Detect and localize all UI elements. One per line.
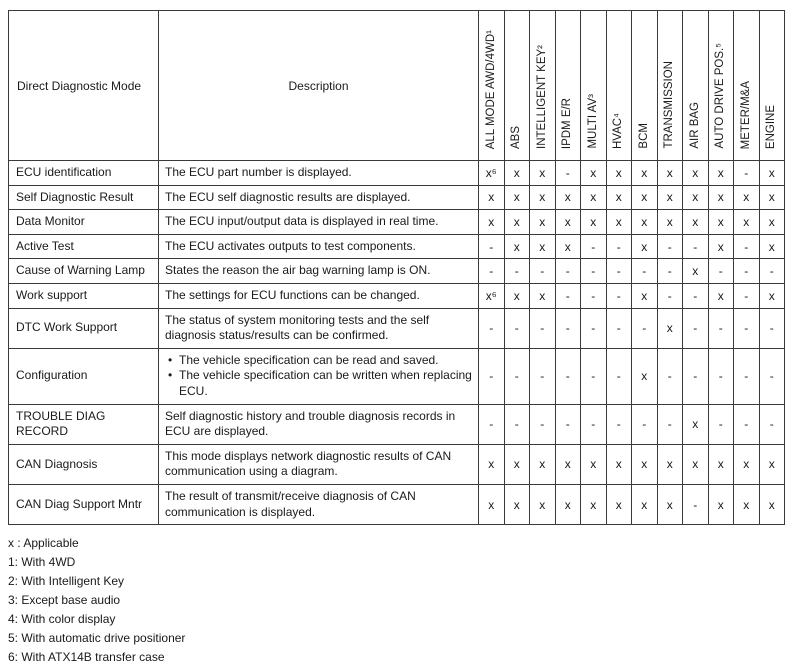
mode-cell: ECU identification xyxy=(9,161,159,186)
applicability-mark-cell: x xyxy=(530,234,556,259)
applicability-mark-cell: x xyxy=(683,161,709,186)
system-column-header xyxy=(683,11,709,161)
description-bullet: • The vehicle specification can be read and saved. xyxy=(165,353,472,369)
applicability-mark-cell: x xyxy=(657,161,683,186)
applicability-mark-cell: - xyxy=(606,348,632,404)
system-column-label: AIR BAG xyxy=(688,102,701,149)
description-cell: The ECU activates outputs to test components. xyxy=(159,234,479,259)
table-row xyxy=(9,484,785,524)
applicability-mark-cell: x xyxy=(708,444,734,484)
applicability-mark-cell: - xyxy=(479,348,505,404)
system-column-header xyxy=(606,11,632,161)
applicability-mark-cell: x xyxy=(683,444,709,484)
system-column-label: AUTO DRIVE POS.⁵ xyxy=(714,43,726,149)
system-column-header xyxy=(657,11,683,161)
applicability-mark-cell: x xyxy=(632,210,658,235)
diagnostic-mode-table xyxy=(8,10,785,525)
applicability-mark-cell: - xyxy=(581,259,607,284)
applicability-mark-cell: - xyxy=(734,308,760,348)
description-cell: The ECU self diagnostic results are displayed. xyxy=(159,185,479,210)
applicability-mark-cell: - xyxy=(530,404,556,444)
applicability-mark-cell: - xyxy=(555,308,581,348)
mode-cell: Active Test xyxy=(9,234,159,259)
table-row xyxy=(9,348,785,404)
applicability-mark-cell: - xyxy=(683,308,709,348)
header-row xyxy=(9,11,785,161)
applicability-mark-cell: x xyxy=(708,484,734,524)
applicability-mark-cell: - xyxy=(683,283,709,308)
table-row xyxy=(9,259,785,284)
applicability-mark-cell: x xyxy=(683,185,709,210)
description-cell: This mode displays network diagnostic results of CAN communication using a diagram. xyxy=(159,444,479,484)
description-cell: Self diagnostic history and trouble diagnosis records in ECU are displayed. xyxy=(159,404,479,444)
footnote: x : Applicable xyxy=(8,536,79,551)
applicability-mark-cell: x xyxy=(479,444,505,484)
system-column-header xyxy=(708,11,734,161)
applicability-mark-cell: - xyxy=(530,348,556,404)
applicability-mark-cell: - xyxy=(504,308,530,348)
mode-cell: Work support xyxy=(9,283,159,308)
applicability-mark-cell: - xyxy=(479,259,505,284)
applicability-mark-cell: x xyxy=(708,210,734,235)
applicability-mark-cell: - xyxy=(708,308,734,348)
mode-cell: TROUBLE DIAG RECORD xyxy=(9,404,159,444)
applicability-mark-cell: x xyxy=(759,283,785,308)
applicability-mark-cell: x xyxy=(759,161,785,186)
applicability-mark-cell: - xyxy=(606,308,632,348)
applicability-mark-cell: - xyxy=(734,348,760,404)
applicability-mark-cell: x xyxy=(606,185,632,210)
applicability-mark-cell: - xyxy=(479,234,505,259)
mode-cell: CAN Diag Support Mntr xyxy=(9,484,159,524)
applicability-mark-cell: x xyxy=(581,210,607,235)
applicability-mark-cell: x xyxy=(734,210,760,235)
applicability-mark-cell: - xyxy=(759,259,785,284)
table-row xyxy=(9,404,785,444)
table-row xyxy=(9,308,785,348)
system-column-label: IPDM E/R xyxy=(561,97,573,149)
applicability-mark-cell: - xyxy=(708,348,734,404)
applicability-mark-cell: - xyxy=(734,283,760,308)
system-column-label: MULTI AV³ xyxy=(586,94,599,149)
applicability-mark-cell: x xyxy=(530,484,556,524)
applicability-mark-cell: x xyxy=(657,308,683,348)
applicability-mark-cell: - xyxy=(606,259,632,284)
applicability-mark-cell: - xyxy=(530,308,556,348)
applicability-mark-cell: - xyxy=(759,404,785,444)
applicability-mark-cell: x xyxy=(683,404,709,444)
applicability-mark-cell: x xyxy=(606,484,632,524)
applicability-mark-cell: - xyxy=(504,259,530,284)
applicability-mark-cell: x xyxy=(632,484,658,524)
table-row xyxy=(9,283,785,308)
applicability-mark-cell: x xyxy=(683,259,709,284)
applicability-mark-cell: x xyxy=(734,484,760,524)
applicability-mark-cell: x xyxy=(530,161,556,186)
applicability-mark-cell: x xyxy=(759,210,785,235)
applicability-mark-cell: - xyxy=(708,404,734,444)
applicability-mark-cell: x xyxy=(504,444,530,484)
applicability-mark-cell: x xyxy=(606,161,632,186)
applicability-mark-cell: x xyxy=(759,234,785,259)
applicability-mark-cell: x xyxy=(708,161,734,186)
system-column-label: TRANSMISSION xyxy=(663,61,675,149)
applicability-mark-cell: - xyxy=(683,234,709,259)
applicability-mark-cell: x xyxy=(504,234,530,259)
applicability-mark-cell: x xyxy=(708,234,734,259)
system-column-label: METER/M&A xyxy=(739,80,752,149)
applicability-mark-cell: x xyxy=(581,484,607,524)
applicability-mark-cell: x⁶ xyxy=(479,283,505,308)
description-cell: States the reason the air bag warning lamp is ON. xyxy=(159,259,479,284)
system-column-header xyxy=(581,11,607,161)
table-row xyxy=(9,444,785,484)
applicability-mark-cell: x xyxy=(657,185,683,210)
mode-cell: DTC Work Support xyxy=(9,308,159,348)
applicability-mark-cell: - xyxy=(657,348,683,404)
applicability-mark-cell: - xyxy=(683,348,709,404)
applicability-mark-cell: x xyxy=(479,210,505,235)
applicability-mark-cell: - xyxy=(734,259,760,284)
applicability-mark-cell: x xyxy=(504,161,530,186)
applicability-mark-cell: x xyxy=(555,185,581,210)
system-column-label: ABS xyxy=(510,125,522,149)
applicability-mark-cell: x xyxy=(657,210,683,235)
applicability-mark-cell: x xyxy=(530,283,556,308)
applicability-mark-cell: x xyxy=(632,283,658,308)
table-row xyxy=(9,234,785,259)
applicability-mark-cell: x xyxy=(504,210,530,235)
system-column-label: ALL MODE AWD/4WD¹ xyxy=(484,29,497,149)
applicability-mark-cell: x xyxy=(581,185,607,210)
applicability-mark-cell: - xyxy=(530,259,556,284)
applicability-mark-cell: x xyxy=(759,185,785,210)
system-column-header xyxy=(734,11,760,161)
description-cell: The status of system monitoring tests and the self diagnosis status/results can be confirmed. xyxy=(159,308,479,348)
applicability-mark-cell: - xyxy=(555,259,581,284)
description-cell: The ECU part number is displayed. xyxy=(159,161,479,186)
system-column-header xyxy=(530,11,556,161)
applicability-mark-cell: - xyxy=(657,234,683,259)
applicability-mark-cell: x xyxy=(555,444,581,484)
applicability-mark-cell: x xyxy=(708,185,734,210)
applicability-mark-cell: x xyxy=(734,185,760,210)
applicability-mark-cell: x xyxy=(555,484,581,524)
system-column-header xyxy=(504,11,530,161)
applicability-mark-cell: - xyxy=(657,404,683,444)
mode-cell: Data Monitor xyxy=(9,210,159,235)
system-column-label: HVAC⁴ xyxy=(612,112,624,149)
applicability-mark-cell: - xyxy=(657,283,683,308)
applicability-mark-cell: x xyxy=(708,283,734,308)
applicability-mark-cell: x xyxy=(479,484,505,524)
applicability-mark-cell: - xyxy=(555,404,581,444)
applicability-mark-cell: x xyxy=(632,348,658,404)
description-cell: The ECU input/output data is displayed in real time. xyxy=(159,210,479,235)
footnote: 2: With Intelligent Key xyxy=(8,574,125,589)
applicability-mark-cell: - xyxy=(606,404,632,444)
applicability-mark-cell: - xyxy=(555,348,581,404)
system-column-header xyxy=(759,11,785,161)
applicability-mark-cell: - xyxy=(759,308,785,348)
applicability-mark-cell: x xyxy=(657,484,683,524)
description-cell: The result of transmit/receive diagnosis of CAN communication is displayed. xyxy=(159,484,479,524)
system-column-label: INTELLIGENT KEY² xyxy=(535,45,548,149)
applicability-mark-cell: - xyxy=(759,348,785,404)
mode-cell: Configuration xyxy=(9,348,159,404)
footnote: 5: With automatic drive positioner xyxy=(8,631,186,646)
description-bullet: • The vehicle specification can be written when replacing ECU. xyxy=(165,368,472,399)
system-column-header xyxy=(479,11,505,161)
applicability-mark-cell: - xyxy=(504,404,530,444)
mode-cell: CAN Diagnosis xyxy=(9,444,159,484)
applicability-mark-cell: - xyxy=(632,404,658,444)
system-column-header xyxy=(555,11,581,161)
applicability-mark-cell: - xyxy=(581,404,607,444)
applicability-mark-cell: x xyxy=(555,210,581,235)
applicability-mark-cell: - xyxy=(632,308,658,348)
applicability-mark-cell: - xyxy=(581,283,607,308)
footnote: 1: With 4WD xyxy=(8,555,76,570)
applicability-mark-cell: x xyxy=(530,210,556,235)
applicability-mark-cell: - xyxy=(555,283,581,308)
applicability-mark-cell: x xyxy=(657,444,683,484)
description-cell xyxy=(159,348,479,404)
applicability-mark-cell: x xyxy=(581,161,607,186)
system-column-header xyxy=(632,11,658,161)
applicability-mark-cell: - xyxy=(683,484,709,524)
table-row xyxy=(9,161,785,186)
applicability-mark-cell: - xyxy=(632,259,658,284)
applicability-mark-cell: x xyxy=(555,234,581,259)
table-row xyxy=(9,210,785,235)
table-row xyxy=(9,185,785,210)
applicability-mark-cell: x xyxy=(759,484,785,524)
applicability-mark-cell: x xyxy=(504,484,530,524)
applicability-mark-cell: x xyxy=(759,444,785,484)
system-column-label: ENGINE xyxy=(765,104,777,149)
header-description: Description xyxy=(159,11,479,161)
applicability-mark-cell: x xyxy=(581,444,607,484)
applicability-mark-cell: - xyxy=(479,308,505,348)
applicability-mark-cell: - xyxy=(581,234,607,259)
applicability-mark-cell: - xyxy=(708,259,734,284)
footnote: 4: With color display xyxy=(8,612,116,627)
footnotes xyxy=(8,534,785,667)
applicability-mark-cell: x xyxy=(734,444,760,484)
applicability-mark-cell: - xyxy=(734,161,760,186)
applicability-mark-cell: x xyxy=(530,185,556,210)
system-column-label: BCM xyxy=(637,123,650,149)
applicability-mark-cell: x xyxy=(632,161,658,186)
applicability-mark-cell: - xyxy=(606,234,632,259)
applicability-mark-cell: - xyxy=(606,283,632,308)
applicability-mark-cell: x xyxy=(606,210,632,235)
applicability-mark-cell: - xyxy=(581,308,607,348)
applicability-mark-cell: - xyxy=(734,234,760,259)
applicability-mark-cell: x xyxy=(504,185,530,210)
footnote: 3: Except base audio xyxy=(8,593,121,608)
applicability-mark-cell: x xyxy=(504,283,530,308)
applicability-mark-cell: - xyxy=(581,348,607,404)
applicability-mark-cell: x xyxy=(683,210,709,235)
applicability-mark-cell: x xyxy=(632,234,658,259)
applicability-mark-cell: - xyxy=(734,404,760,444)
applicability-mark-cell: x⁶ xyxy=(479,161,505,186)
description-cell: The settings for ECU functions can be changed. xyxy=(159,283,479,308)
applicability-mark-cell: x xyxy=(632,444,658,484)
applicability-mark-cell: - xyxy=(479,404,505,444)
applicability-mark-cell: x xyxy=(632,185,658,210)
applicability-mark-cell: - xyxy=(657,259,683,284)
footnote: 6: With ATX14B transfer case xyxy=(8,650,165,665)
mode-cell: Self Diagnostic Result xyxy=(9,185,159,210)
applicability-mark-cell: x xyxy=(606,444,632,484)
applicability-mark-cell: - xyxy=(504,348,530,404)
mode-cell: Cause of Warning Lamp xyxy=(9,259,159,284)
header-direct-diagnostic-mode: Direct Diagnostic Mode xyxy=(9,11,159,161)
applicability-mark-cell: x xyxy=(530,444,556,484)
applicability-mark-cell: x xyxy=(479,185,505,210)
applicability-mark-cell: - xyxy=(555,161,581,186)
